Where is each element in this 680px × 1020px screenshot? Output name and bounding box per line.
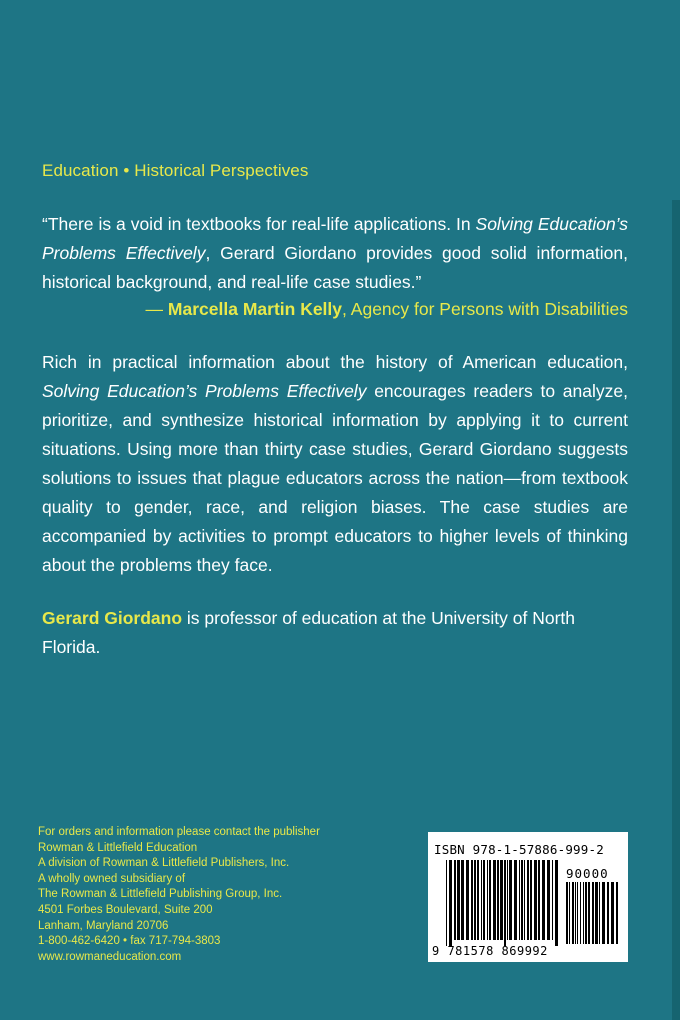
contact-line: Lanham, Maryland 20706 [38, 919, 169, 932]
book-description [42, 348, 628, 580]
contact-line: For orders and information please contact the publisher [38, 826, 320, 838]
barcode-bar [552, 860, 553, 940]
barcode-bar [449, 860, 452, 946]
barcode-bar [588, 882, 590, 944]
contact-line: A division of Rowman & Littlefield Publishers, Inc. [38, 857, 290, 870]
description-body: encourages readers to analyze, prioritize, and synthesize historical information by applying it to current situations. Using more than thirty case studies, Gerard Giordano suggests solutions to issues that plague educators across the nation—from textbook quality to gender, race, and religion biases. The case studies are accompanied by activities to prompt educators to higher levels of thinking about the problems they face. [42, 381, 628, 575]
barcode-bar [580, 882, 581, 944]
barcode-bar [592, 882, 594, 944]
category-line: Education • Historical Perspectives [42, 161, 309, 180]
barcode-bar [611, 882, 614, 944]
barcode-bar [446, 860, 447, 946]
barcode-digits: 9 781578 869992 [432, 944, 548, 958]
bio-text: is professor of education at the University of North Florida. [42, 608, 575, 657]
endorsement-quote [42, 210, 628, 297]
barcode-bar [504, 860, 506, 946]
barcode-bar [616, 882, 618, 944]
barcode-addon-bars [566, 882, 620, 944]
barcode-bar [602, 882, 605, 944]
barcode-bar [519, 860, 520, 940]
barcode-bar [599, 882, 600, 944]
isbn-barcode [428, 832, 628, 962]
barcode-bar [534, 860, 537, 940]
price-code: 90000 [566, 866, 609, 881]
contact-line: A wholly owned subsidiary of [38, 872, 186, 885]
isbn-number: ISBN 978-1-57886-999-2 [434, 842, 604, 857]
barcode-bar [471, 860, 473, 940]
description-book-title: Solving Education’s Problems Effectively [42, 381, 367, 401]
barcode-bar [583, 882, 584, 944]
barcode-bar [524, 860, 525, 940]
contact-line: Rowman & Littlefield Education [38, 841, 198, 854]
contact-line: The Rowman & Littlefield Publishing Group, Inc. [38, 888, 283, 901]
barcode-bar [493, 860, 496, 940]
barcode-bar [474, 860, 476, 940]
barcode-bar [487, 860, 488, 940]
barcode-bar [538, 860, 540, 940]
barcode-bar [572, 882, 574, 944]
barcode-bar [577, 882, 578, 944]
barcode-bar [454, 860, 456, 940]
barcode-bar [514, 860, 517, 940]
barcode-bar [569, 882, 570, 944]
barcode-bar [466, 860, 469, 940]
barcode-bar [507, 860, 508, 940]
barcode-bars [446, 860, 560, 946]
barcode-bar [481, 860, 482, 940]
contact-website: www.rowmaneducation.com [38, 950, 182, 963]
barcode-bar [595, 882, 598, 944]
barcode-bar [477, 860, 479, 940]
author-bio [42, 604, 628, 662]
attribution-affiliation: , Agency for Persons with Disabilities [342, 299, 628, 319]
barcode-bar [555, 860, 558, 946]
barcode-bar [500, 860, 503, 940]
barcode-bar [607, 882, 609, 944]
attribution-dash: — [145, 299, 168, 319]
barcode-bar [461, 860, 464, 940]
barcode-bar [457, 860, 460, 940]
barcode-bar [509, 860, 512, 940]
quote-lead: “There is a void in textbooks for real-life applications. In [42, 214, 476, 234]
barcode-bar [489, 860, 491, 940]
description-intro: Rich in practical information about the history of American education, [42, 352, 628, 372]
barcode-bar [483, 860, 485, 940]
barcode-bar [585, 882, 587, 944]
quote-rest: , Gerard Giordano provides good solid information, historical background, and real-life case studies.” [42, 243, 628, 292]
barcode-bar [575, 882, 576, 944]
barcode-bar [527, 860, 529, 940]
quote-attribution [95, 295, 628, 324]
barcode-bar [521, 860, 523, 940]
barcode-bar [530, 860, 532, 940]
cover-edge-strip [672, 200, 680, 1020]
barcode-bar [497, 860, 499, 940]
publisher-contact [38, 825, 418, 965]
barcode-bar [547, 860, 550, 940]
barcode-bar [566, 882, 568, 944]
barcode-bar [542, 860, 545, 940]
contact-line: 4501 Forbes Boulevard, Suite 200 [38, 903, 213, 916]
contact-line: 1-800-462-6420 • fax 717-794-3803 [38, 935, 221, 948]
bio-author-name: Gerard Giordano [42, 608, 183, 628]
attribution-author: Marcella Martin Kelly [167, 299, 343, 319]
quote-book-title: Solving Education’s Problems Effectively [42, 214, 628, 263]
